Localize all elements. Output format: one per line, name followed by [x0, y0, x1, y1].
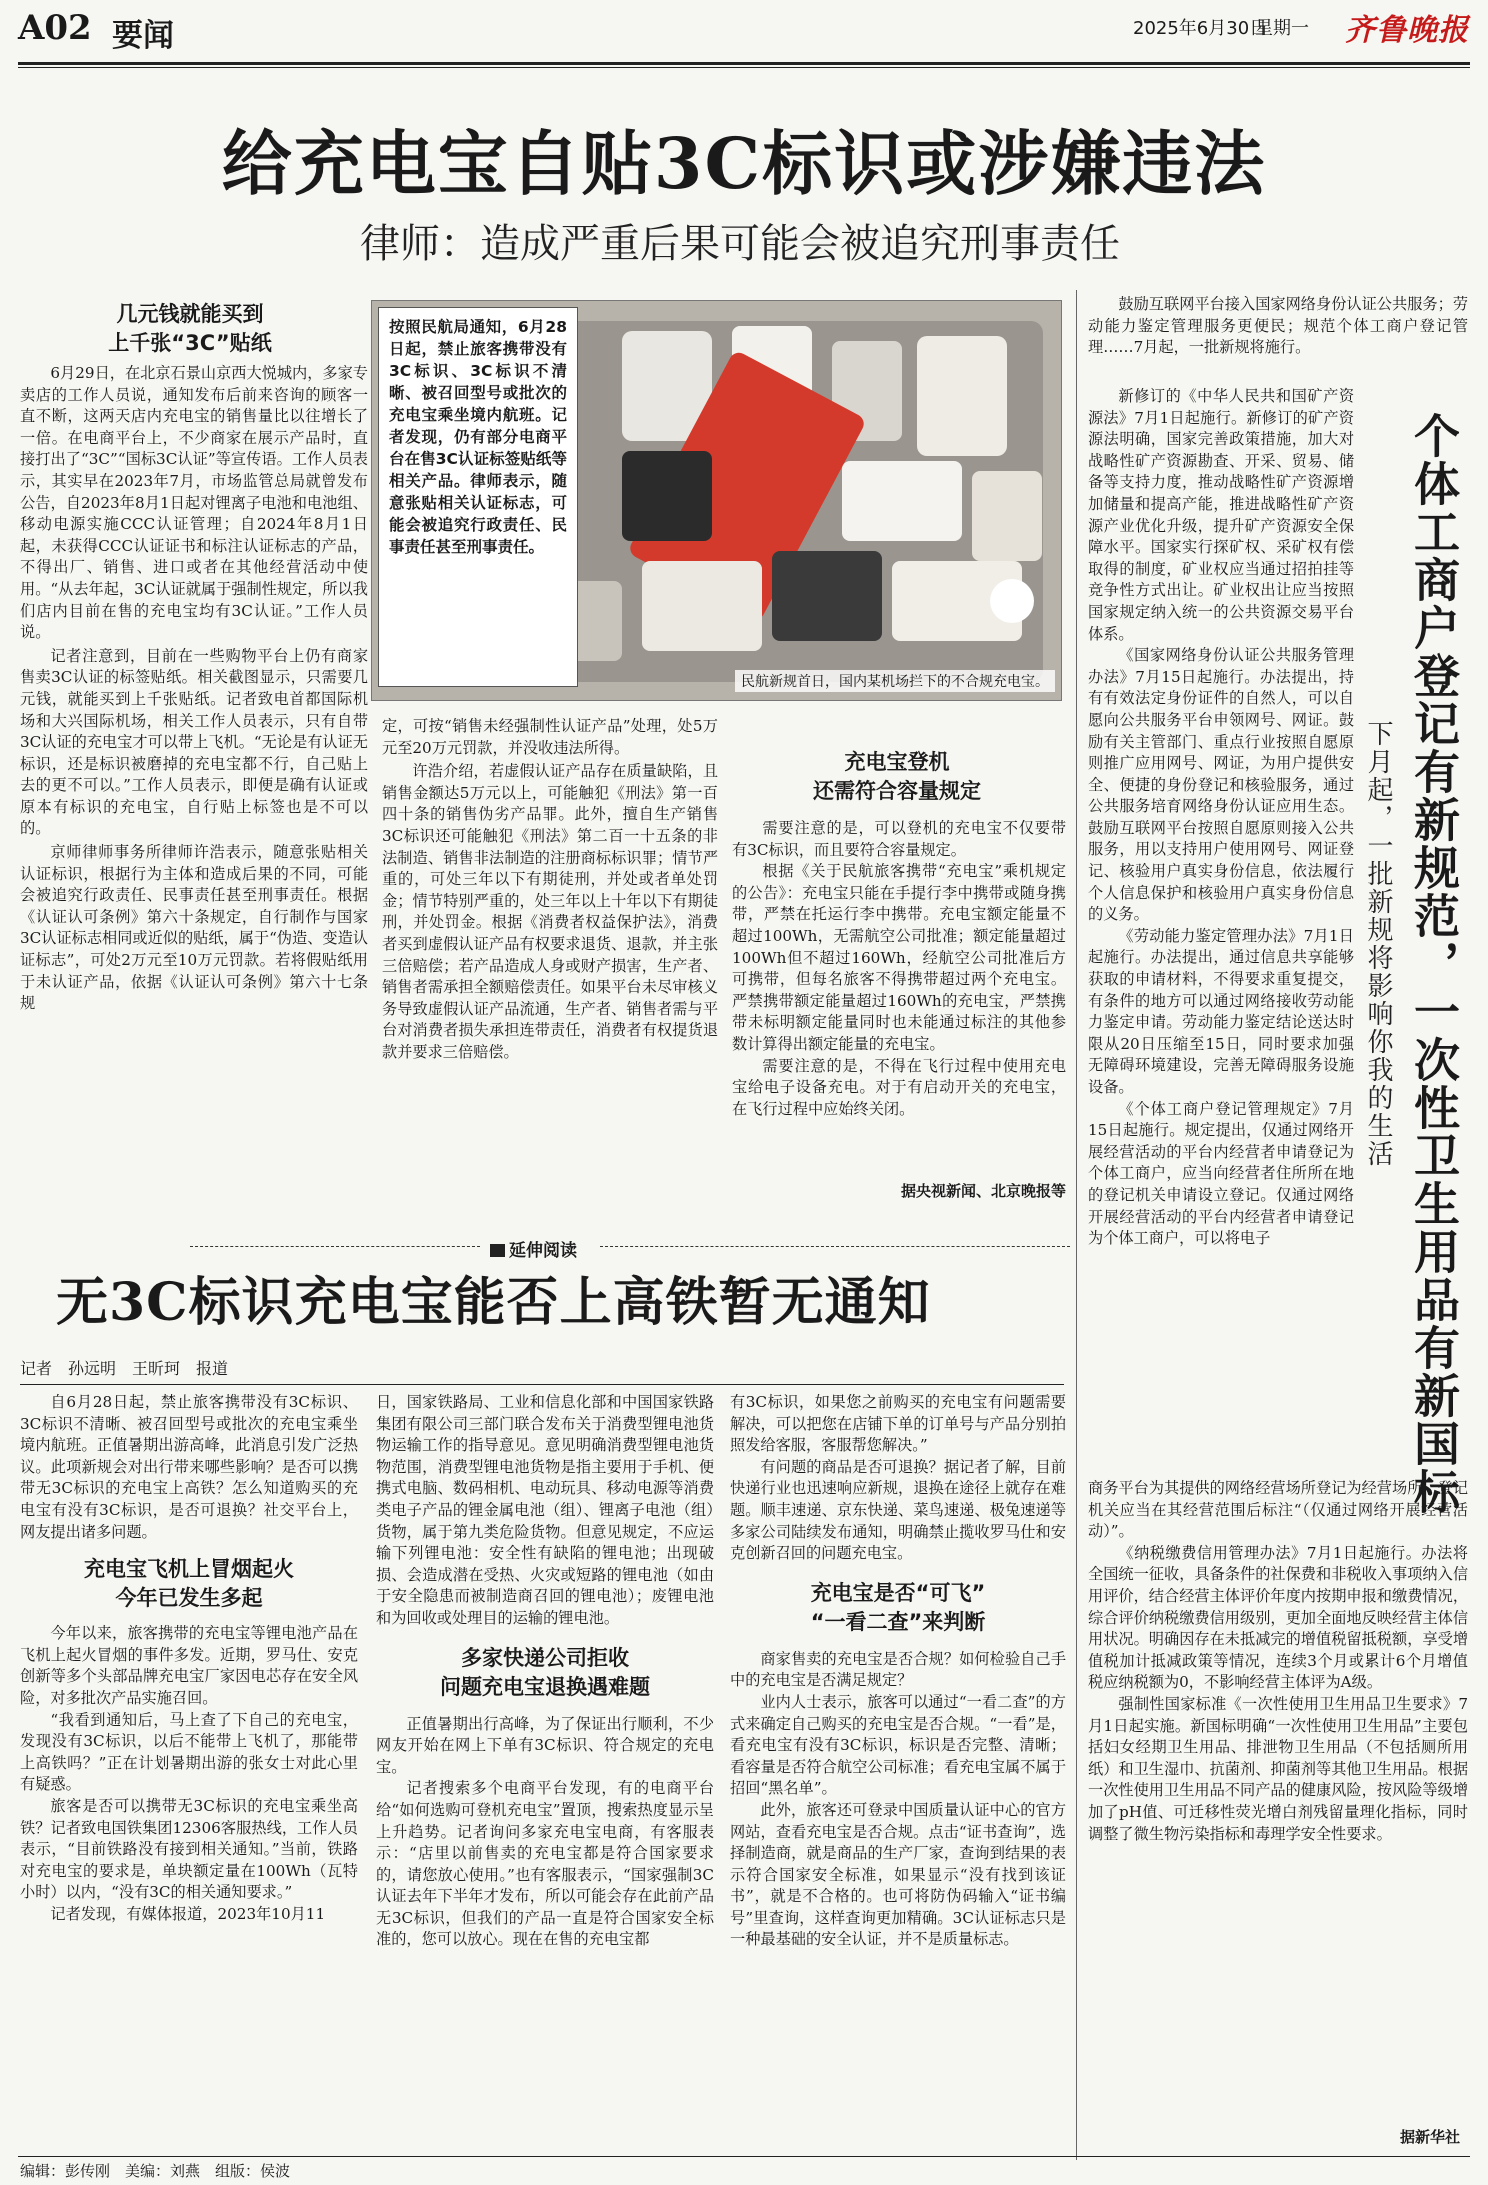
page-header	[0, 0, 1488, 70]
paragraph: 《个体工商户登记管理规定》7月15日起施行。规定提出，仅通过网络开展经营活动的平台内经营者申请登记为个体工商户，应当向经营者住所所在地的登记机关申请设立登记。仅通过网络开展经营活动的平台内经营者申请登记为个体工商户，可以将电子	[1088, 1099, 1354, 1248]
paragraph: 日，国家铁路局、工业和信息化部和中国国家铁路集团有限公司三部门联合发布关于消费型锂电池货物运输工作的指导意见。意见明确消费型锂电池货物范围，消费型锂电池货物是指主要用于手机、便携式电脑、数码相机、电动玩具、移动电源等消费类电子产品的锂金属电池（组）、锂离子电池（组）货物，属于第九类危险货物。但意见规定，不应运输下列锂电池：安全性有缺陷的锂电池；出现破损、会造成潜在受热、火灾或短路的锂电池（如由于安全隐患而被制造商召回的锂电池）；废锂电池和为回收或处理目的运输的锂电池。	[376, 1393, 714, 1627]
paragraph: 《纳税缴费信用管理办法》7月1日起施行。办法将全国统一征收，具备条件的社保费和非税收入事项纳入信用评价，结合经营主体评价年度内按期申报和缴费情况，综合评价纳税缴费信用级别，更加全面地反映经营主体信用状况。明确因存在未抵减完的增值税留抵税额，享受增值税加计抵减政策等情况，连续3个月或累计6个月增值税应纳税额为0，不影响经营主体评为A级。	[1088, 1543, 1468, 1692]
extended-divider	[190, 1236, 1070, 1261]
lead-section-title-1: 几元钱就能买到 上千张“3C”贴纸	[108, 302, 272, 355]
extended-section-title-b: 多家快递公司拒收 问题充电宝退换遇难题	[440, 1645, 650, 1699]
book-icon	[490, 1244, 505, 1257]
paragraph: 需要注意的是，可以登机的充电宝不仅要带有3C标识，而且要符合容量规定。	[732, 819, 1066, 859]
extended-headline: 无3C标识充电宝能否上高铁暂无通知	[56, 1272, 931, 1333]
photo-caption-box-text: 按照民航局通知，6月28日起，禁止旅客携带没有3C标识、3C标识不清晰、被召回型号或批次的充电宝乘坐境内航班。记者发现，仍有部分电商平台在售3C认证标签贴纸等相关产品。律师表示，随意张贴相关认证标志，可能会被追究行政责任、民事责任甚至刑事责任。	[389, 318, 567, 556]
paragraph: “我看到通知后，马上查了下自己的充电宝，发现没有3C标识，以后不能带上飞机了，那能带上高铁吗？”正在计划暑期出游的张女士对此心里有疑惑。	[20, 1710, 358, 1794]
issue-weekday: 星期一	[1255, 18, 1309, 39]
paragraph: 此外，旅客还可登录中国质量认证中心的官方网站，查看充电宝是否合规。点击“证书查询”，选择制造商，就是商品的生产厂家，查询到结果的表示符合国家安全标准，如果显示“没有找到该证书”，就是不合格的。也可将防伪码输入“证书编号”里查询，这样查询更加精确。3C认证标志只是一种最基础的安全认证，并不是质量标志。	[730, 1800, 1066, 1949]
photo-caption-box	[378, 307, 578, 687]
paragraph: 6月29日，在北京石景山京西大悦城内，多家专卖店的工作人员说，通知发布后前来咨询的顾客一直不断，这两天店内充电宝的销售量比以往增长了一倍。在电商平台上，不少商家在展示产品时，直接打出了“3C”“国标3C认证”等宣传语。工作人员表示，其实早在2023年7月，市场监管总局就曾发布公告，自2023年8月1日起对锂离子电池和电池组、移动电源实施CCC认证管理；自2024年8月1日起，未获得CCC认证证书和标注认证标志的产品，不得出厂、销售、进口或者在其他经营活动中使用。“从去年起，3C认证就属于强制性规定，所以我们店内目前在售的充电宝均有3C认证。”工作人员说。	[20, 364, 368, 642]
paragraph: 商家售卖的充电宝是否合规？如何检验自己手中的充电宝是否满足规定？	[730, 1649, 1066, 1690]
extended-byline: 记者 孙远明 王昕珂 报道	[20, 1359, 229, 1378]
paragraph: 鼓励互联网平台接入国家网络身份认证公共服务；劳动能力鉴定管理服务更便民；规范个体工商户登记管理……7月起，一批新规将施行。	[1088, 295, 1468, 357]
lead-subheadline: 律师：造成严重后果可能会被追究刑事责任	[360, 221, 1120, 267]
paragraph: 根据《关于民航旅客携带“充电宝”乘机规定的公告》：充电宝只能在手提行李中携带或随身携带，严禁在托运行李中携带。充电宝额定能量不超过100Wh，无需航空公司批准；额定能量超过100Wh但不超过160Wh，经航空公司批准后方可携带，但每名旅客不得携带超过两个充电宝。严禁携带额定能量超过160Wh的充电宝，严禁携带未标明额定能量同时也未能通过标注的其他参数计算得出额定能量的充电宝。	[732, 862, 1066, 1053]
paragraph: 自6月28日起，禁止旅客携带没有3C标识、3C标识不清晰、被召回型号或批次的充电宝乘坐境内航班。正值暑期出游高峰，此消息引发广泛热议。此项新规会对出行带来哪些影响？是否可以携带无3C标识的充电宝上高铁？怎么知道购买的充电宝有没有3C标识，是否可退换？社交平台上，网友提出诸多问题。	[20, 1393, 358, 1541]
side-intro	[1088, 294, 1468, 384]
paragraph: 有3C标识，如果您之前购买的充电宝有问题需要解决，可以把您在店铺下单的订单号与产品分别拍照发给客服，客服帮您解决。”	[730, 1393, 1066, 1455]
paragraph: 《国家网络身份认证公共服务管理办法》7月15日起施行。办法提出，持有有效法定身份证件的自然人，可以自愿向公共服务平台申领网号、网证。鼓励有关主管部门、重点行业按照自愿原则推广应用网号、网证，为用户提供安全、便捷的身份登记和核验服务，通过公共服务培育网络身份认证应用生态。鼓励互联网平台按照自愿原则接入公共服务，用以支持用户使用网号、网证登记、核验用户真实身份信息，依法履行个人信息保护和核验用户真实身份信息的义务。	[1088, 646, 1354, 924]
paragraph: 京师律师事务所律师许浩表示，随意张贴相关认证标识，根据行为主体和造成后果的不同，可能会被追究行政责任、民事责任甚至刑事责任。根据《认证认可条例》第六十条规定，自行制作与国家3C认证标志相同或近似的贴纸，属于“伪造、变造认证标志”，可处2万元至10万元罚款。若将假贴纸用于未认证产品，依据《认证认可条例》第六十七条规	[20, 843, 368, 1013]
extended-column-a	[20, 1392, 358, 2152]
footer-credits: 编辑：彭传刚 美编：刘燕 组版：侯波	[20, 2162, 291, 2180]
side-subheadline: 下月起，一批新规将影响你我的生活	[1363, 720, 1393, 1168]
photo-caption: 民航新规首日，国内某机场拦下的不合规充电宝。	[735, 670, 1055, 692]
paragraph: 记者搜索多个电商平台发现，有的电商平台给“如何选购可登机充电宝”置顶，搜索热度显示呈上升趋势。记者询问多家充电宝电商，有客服表示：“店里以前售卖的充电宝都是符合国家要求的，请您放心使用。”也有客服表示，“国家强制3C认证去年下半年才发布，所以可能会存在此前产品无3C标识，但我们的产品一直是符合国家安全标准的，您可以放心。现在在售的充电宝都	[376, 1779, 714, 1949]
paper-logo: 齐鲁晚报	[1345, 13, 1469, 48]
lead-headline: 给充电宝自贴3C标识或涉嫌违法	[221, 122, 1267, 205]
paragraph: 《劳动能力鉴定管理办法》7月1日起施行。办法提出，通过信息共享能够获取的申请材料，不得要求重复提交，有条件的地方可以通过网络接收劳动能力鉴定申请。劳动能力鉴定结论送达时限从20日压缩至15日，同时要求加强无障碍环境建设，完善无障碍服务设施设备。	[1088, 926, 1354, 1096]
divider-line-left	[190, 1246, 480, 1247]
paragraph: 业内人士表示，旅客可以通过“一看二查”的方式来确定自己购买的充电宝是否合规。“一看”是，看充电宝有没有3C标识，标识是否完整、清晰；看容量是否符合航空公司标准；看充电宝属不属于招回“黑名单”。	[730, 1692, 1066, 1798]
extended-column-c	[730, 1392, 1066, 2152]
lead-column-3	[732, 818, 1066, 1170]
side-column-narrow	[1088, 386, 1354, 1476]
paragraph: 强制性国家标准《一次性使用卫生用品卫生要求》7月1日起实施。新国标明确“一次性使用卫生用品”主要包括妇女经期卫生用品、排泄物卫生用品（不包括厕所用纸）和卫生湿巾、抗菌剂、抑菌剂等其他卫生用品。根据一次性使用卫生用品不同产品的健康风险，按风险等级增加了pH值、可迁移性荧光增白剂残留量理化指标，同时调整了微生物污染指标和毒理学安全性要求。	[1088, 1694, 1468, 1843]
header-rule-thin	[18, 67, 1470, 68]
paragraph: 记者注意到，目前在一些购物平台上仍有商家售卖3C认证的标签贴纸。相关截图显示，只需要几元钱，就能买到上千张贴纸。记者致电首都国际机场和大兴国际机场，相关工作人员表示，只有自带3C认证的充电宝才可以带上飞机。“无论是有认证无标识，还是标识被磨掉的充电宝都不行，自己贴上去的更不可以。”工作人员表示，即便是确有认证或原本有标识的充电宝，自行贴上标签也是不可以的。	[20, 646, 368, 838]
side-separator	[1076, 290, 1077, 2160]
side-source: 据新华社	[1399, 2128, 1460, 2146]
lead-column-1	[20, 363, 368, 1208]
news-photo	[371, 300, 1062, 701]
extended-section-title-c: 充电宝是否“可飞” “一看二查”来判断	[810, 1580, 986, 1634]
paragraph: 需要注意的是，不得在飞行过程中使用充电宝给电子设备充电。对于有启动开关的充电宝，在飞行过程中应始终关闭。	[732, 1056, 1066, 1118]
extended-label	[490, 1236, 577, 1261]
issue-date: 2025年6月30日	[1133, 18, 1268, 39]
paragraph: 旅客是否可以携带无3C标识的充电宝乘坐高铁？记者致电国铁集团12306客服热线，工作人员表示，“目前铁路没有接到相关通知。”当前，铁路对充电宝的要求是，单块额定量在100Wh（瓦特小时）以内，“没有3C的相关通知要求。”	[20, 1796, 358, 1902]
footer-rule	[18, 2156, 1470, 2157]
paragraph: 有问题的商品是否可退换？据记者了解，目前快递行业也迅速响应新规，退换在途径上就存在难题。顺丰速递、京东快递、菜鸟速递、极兔速递等多家公司陆续发布通知，明确禁止揽收罗马仕和安克创新召回的问题充电宝。	[730, 1457, 1066, 1563]
extended-section-title-a: 充电宝飞机上冒烟起火 今年已发生多起	[84, 1557, 294, 1611]
byline-rule	[20, 1384, 1064, 1385]
paragraph: 新修订的《中华人民共和国矿产资源法》7月1日起施行。新修订的矿产资源法明确，国家完善政策措施，加大对战略性矿产资源勘查、开采、贸易、储备等支持力度，推动战略性矿产资源增加储量和提高产能，推进战略性矿产资源产业优化升级，提升矿产资源安全保障水平。国家实行探矿权、采矿权有偿取得的制度，矿业权应当通过招拍挂等竞争性方式出让。矿业权出让应当按照国家规定纳入统一的公共资源交易平台体系。	[1088, 387, 1354, 643]
extended-label-text: 延伸阅读	[509, 1241, 577, 1261]
paragraph: 商务平台为其提供的网络经营场所登记为经营场所，登记机关应当在其经营范围后标注“（仅通过网络开展经营活动）”。	[1088, 1479, 1468, 1541]
paragraph: 许浩介绍，若虚假认证产品存在质量缺陷，且销售金额达5万元以上，可能触犯《刑法》第一百四十条的销售伪劣产品罪。此外，擅自生产销售3C标识还可能触犯《刑法》第二百一十五条的非法制造、销售非法制造的注册商标标识罪；情节严重的，可处三年以下有期徒刑，并处或者单处罚金；情节特别严重的，处三年以上十年以下有期徒刑，并处罚金。根据《消费者权益保护法》，消费者买到虚假认证产品有权要求退货、退款，并主张三倍赔偿；若产品造成人身或财产损害，生产者、销售者需承担全额赔偿责任。如果平台未尽审核义务导致虚假认证产品流通，生产者、销售者需与平台对消费者损失承担连带责任，消费者有权提货退款并要求三倍赔偿。	[382, 762, 718, 1061]
lead-source: 据央视新闻、北京晚报等	[900, 1182, 1066, 1200]
side-column-wide	[1088, 1478, 1468, 2128]
lead-column-2	[382, 716, 718, 1208]
paragraph: 定，可按“销售未经强制性认证产品”处理，处5万元至20万元罚款，并没收违法所得。	[382, 717, 718, 757]
divider-line-right	[600, 1246, 1070, 1247]
section-name: 要闻	[112, 18, 174, 54]
side-headline: 个体工商户登记有新规范，一次性卫生用品有新国标	[1407, 412, 1461, 1516]
paragraph: 今年以来，旅客携带的充电宝等锂电池产品在飞机上起火冒烟的事件多发。近期，罗马仕、安克创新等多个头部品牌充电宝厂家因电芯存在安全风险，对多批次产品实施召回。	[20, 1624, 358, 1707]
paragraph: 记者发现，有媒体报道，2023年10月11	[50, 1904, 326, 1923]
header-rule	[18, 62, 1470, 65]
paragraph: 正值暑期出行高峰，为了保证出行顺利，不少网友开始在网上下单有3C标识、符合规定的充电宝。	[376, 1714, 714, 1776]
lead-section-title-2: 充电宝登机 还需符合容量规定	[813, 750, 981, 803]
page-code: A02	[18, 8, 92, 48]
extended-column-b	[376, 1392, 714, 2152]
